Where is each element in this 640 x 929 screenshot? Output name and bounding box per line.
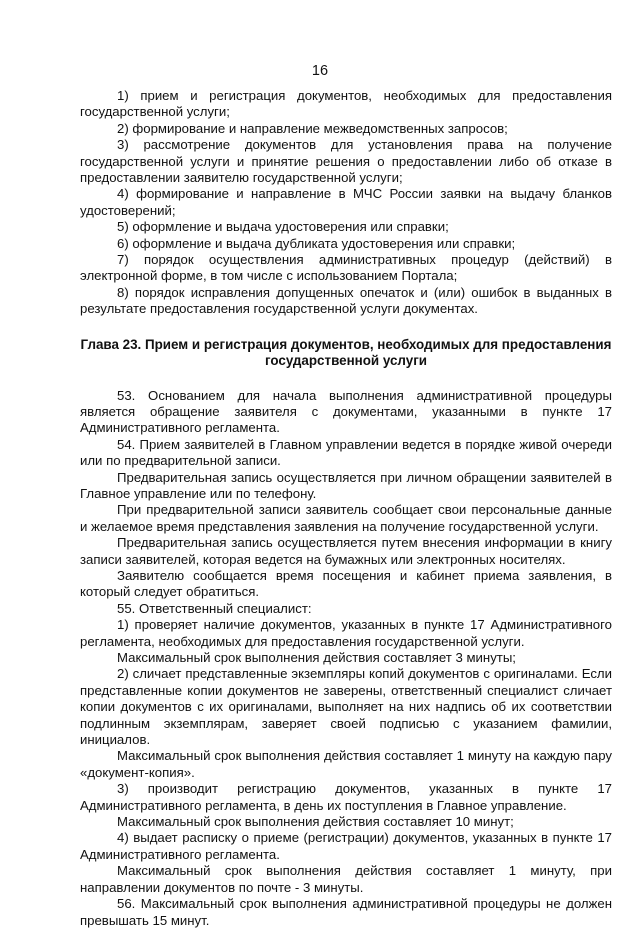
list-item: 4) формирование и направление в МЧС России заявки на выдачу бланков удостоверений; — [80, 186, 612, 218]
paragraph: 4) выдает расписку о приеме (регистрации) документов, указанных в пункте 17 Административного регламента. — [80, 830, 612, 862]
list-item: 7) порядок осуществления административных процедур (действий) в электронной форме, в том числе с использованием Портала; — [80, 252, 612, 284]
list-item: 2) формирование и направление межведомственных запросов; — [117, 120, 508, 136]
page-content — [80, 88, 612, 929]
list-item: 1) прием и регистрация документов, необходимых для предоставления государственной услуги; — [80, 88, 612, 120]
paragraph: 56. Максимальный срок выполнения административной процедуры не должен превышать 15 минут. — [80, 896, 612, 928]
list-item: 5) оформление и выдача удостоверения или справки; — [117, 219, 449, 235]
page-number: 16 — [311, 63, 329, 79]
paragraph: 53. Основанием для начала выполнения административной процедуры является обращение заявителя с документами, указанными в пункте 17 Административного регламента. — [80, 387, 612, 436]
paragraph: Максимальный срок выполнения действия составляет 3 минуты; — [117, 650, 516, 665]
chapter-body — [80, 388, 612, 929]
paragraph: Максимальный срок выполнения действия составляет 10 минут; — [117, 814, 514, 830]
list-item: 6) оформление и выдача дубликата удостоверения или справки; — [117, 235, 516, 251]
paragraph: Заявителю сообщается время посещения и кабинет приема заявления, в который следует обратиться. — [80, 567, 612, 600]
paragraph: 55. Ответственный специалист: — [117, 600, 312, 616]
paragraph: Предварительная запись осуществляется путем внесения информации в книгу записи заявителей, которая ведется на бумажных или электронных носителях. — [80, 535, 612, 567]
procedure-list — [80, 88, 612, 318]
list-item: 3) рассмотрение документов для установления права на получение государственной услуги и принятие решения о предоставлении либо об отказе в предоставлении заявителю государственной услуги; — [80, 137, 612, 186]
paragraph: 2) сличает представленные экземпляры копий документов с оригиналами. Если представленные копии документов не заверены, ответственный специалист сличает копии документов с их оригиналами, выполняет на них надпись об их соответствии подлинным экземплярам, заверяет своей подписью с указанием фамилии, инициалов. — [80, 666, 612, 748]
chapter-heading: Глава 23. Прием и регистрация документов, необходимых для предоставления государственной услуги — [80, 336, 612, 369]
paragraph: При предварительной записи заявитель сообщает свои персональные данные и желаемое время представления заявления на получение государственной услуги. — [80, 502, 612, 534]
paragraph: 3) производит регистрацию документов, указанных в пункте 17 Административного регламента, в день их поступления в Главное управление. — [80, 781, 612, 813]
paragraph: 54. Прием заявителей в Главном управлении ведется в порядке живой очереди или по предварительной записи. — [80, 436, 612, 469]
paragraph: Максимальный срок выполнения действия составляет 1 минуту на каждую пару «документ-копия». — [80, 748, 612, 780]
paragraph: Предварительная запись осуществляется при личном обращении заявителей в Главное управление или по телефону. — [80, 469, 612, 501]
paragraph: Максимальный срок выполнения действия составляет 1 минуту, при направлении документов по почте - 3 минуты. — [80, 863, 612, 895]
list-item: 8) порядок исправления допущенных опечаток и (или) ошибок в выданных в результате предоставления государственной услуги документах. — [80, 284, 612, 317]
paragraph: 1) проверяет наличие документов, указанных в пункте 17 Административного регламента, необходимых для предоставления государственной услуги. — [80, 617, 612, 649]
